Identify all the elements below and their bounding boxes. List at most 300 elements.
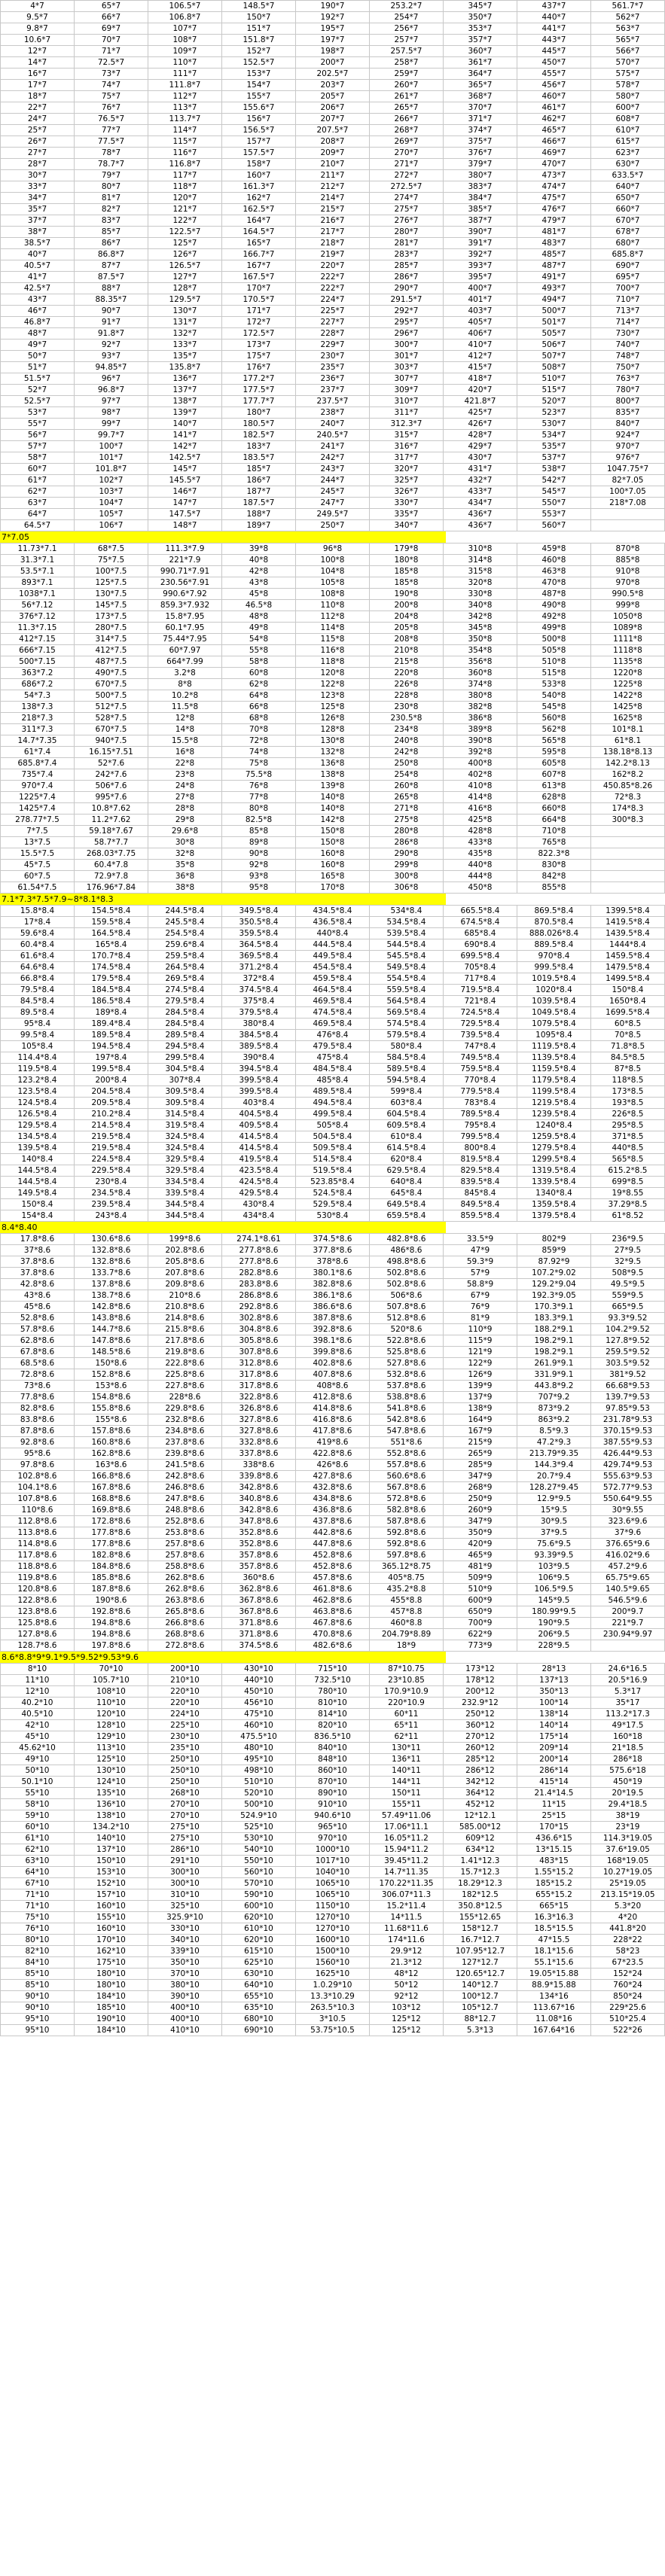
table-cell: 1135*8	[591, 656, 665, 668]
table-cell: 430*8.4	[222, 1199, 296, 1210]
table-cell: 33*7	[1, 181, 75, 193]
table-cell: 387.55*9.53	[591, 1437, 665, 1448]
table-cell: 610*7	[591, 125, 665, 136]
table-cell: 170.3*9.1	[517, 1302, 591, 1313]
table-cell: 125*12	[370, 2025, 444, 2036]
table-cell: 353*7	[444, 23, 517, 35]
table-cell: 1.41*12.3	[444, 1856, 517, 1867]
table-cell: 101*7	[75, 452, 148, 464]
table-cell: 440*8.4	[296, 928, 370, 939]
table-cell: 428*8	[444, 826, 517, 837]
table-row	[1, 577, 665, 589]
table-cell: 300*10	[148, 1878, 222, 1889]
table-row	[1, 227, 665, 238]
table-cell: 29.9*12	[370, 1946, 444, 1957]
table-cell: 690*8.4	[444, 939, 517, 951]
table-cell: 436*7	[444, 520, 517, 531]
table-cell: 14*7	[1, 57, 75, 69]
table-cell: 88.35*7	[75, 294, 148, 306]
table-cell: 33.5*9	[444, 1234, 517, 1245]
table-cell: 412.8*8.6	[296, 1392, 370, 1403]
table-cell: 129*10	[75, 1731, 148, 1743]
table-cell: 670*7.5	[75, 724, 148, 735]
table-cell: 3*10.5	[296, 2014, 370, 2025]
table-cell: 254*8	[370, 769, 444, 781]
table-row	[1, 611, 665, 623]
table-cell: 422.8*8.6	[296, 1448, 370, 1460]
table-cell: 170.22*11.35	[370, 1878, 444, 1889]
table-cell: 589.5*8.4	[370, 1064, 444, 1075]
table-cell: 113.8*8.6	[1, 1527, 75, 1539]
table-cell: 460*7	[517, 91, 591, 102]
table-row	[1, 1064, 665, 1075]
table-row	[1, 1437, 665, 1448]
table-cell: 206*9.5	[517, 1629, 591, 1640]
table-cell: 300*7	[370, 340, 444, 351]
table-cell: 859*9	[517, 1245, 591, 1256]
table-cell: 99*7	[75, 419, 148, 430]
table-cell: 259.6*8.4	[148, 939, 222, 951]
table-cell: 204.79*8.89	[370, 1629, 444, 1640]
table-cell: 426*7	[444, 419, 517, 430]
table-cell: 604.5*8.4	[370, 1109, 444, 1120]
table-cell: 230.56*7.91	[148, 577, 222, 589]
table-cell: 12*8	[148, 713, 222, 724]
table-cell: 79*7	[75, 170, 148, 181]
table-cell: 270*12	[444, 1731, 517, 1743]
table-cell: 376*7.12	[1, 611, 75, 623]
table-cell: 18.29*12.3	[444, 1878, 517, 1889]
table-cell: 258*7	[370, 57, 444, 69]
table-row	[1, 306, 665, 317]
table-cell: 427.8*8.6	[296, 1471, 370, 1482]
table-cell: 311*7	[370, 407, 444, 419]
table-cell: 104*7	[75, 498, 148, 509]
table-cell: 15.8*8.4	[1, 906, 75, 917]
table-cell: 350*7	[444, 12, 517, 23]
table-cell: 500*10	[222, 1799, 296, 1810]
table-cell: 67*10	[1, 1878, 75, 1889]
table-cell: 610*10	[222, 1923, 296, 1935]
table-cell: 77*8	[222, 792, 296, 803]
table-row	[1, 985, 665, 996]
table-cell: 334.5*8.4	[148, 1177, 222, 1188]
table-cell: 603*8.4	[370, 1098, 444, 1109]
table-cell: 848*10	[296, 1754, 370, 1765]
table-cell: 268*10	[148, 1788, 222, 1799]
table-cell: 220*7	[296, 260, 370, 272]
table-cell: 29*8	[148, 815, 222, 826]
table-cell: 126.5*8.4	[1, 1109, 75, 1120]
table-cell: 150*8.4	[1, 1199, 75, 1210]
table-cell: 283*7	[370, 249, 444, 260]
table-cell: 51.5*7	[1, 373, 75, 385]
table-cell: 408*8.6	[296, 1381, 370, 1392]
table-cell: 529.5*8.4	[296, 1199, 370, 1210]
table-cell: 10.8*7.62	[75, 803, 148, 815]
table-cell: 215*7	[296, 204, 370, 215]
table-cell: 650*9	[444, 1606, 517, 1618]
table-cell: 64*10	[1, 1867, 75, 1878]
table-cell: 350*10	[148, 1957, 222, 1969]
table-cell: 140*14	[517, 1720, 591, 1731]
table-row	[1, 996, 665, 1007]
table-cell: 111.3*7.9	[148, 544, 222, 555]
table-row	[1, 837, 665, 848]
table-cell: 134*16	[517, 1991, 591, 2002]
table-cell: 130.6*8.6	[75, 1234, 148, 1245]
table-cell: 92.8*8.6	[1, 1437, 75, 1448]
table-cell: 164.5*7	[222, 227, 296, 238]
table-cell: 135.8*7	[148, 362, 222, 373]
table-cell: 275*10	[148, 1833, 222, 1844]
table-cell: 386.1*8.6	[296, 1290, 370, 1302]
table-cell: 249.5*7	[296, 509, 370, 520]
table-row	[1, 1743, 665, 1754]
table-row	[1, 1957, 665, 1969]
table-cell: 425*7	[444, 407, 517, 419]
table-row	[1, 1256, 665, 1268]
table-cell: 1425*8	[591, 702, 665, 713]
table-cell: 19.05*15.88	[517, 1969, 591, 1980]
table-cell: 292.8*8.6	[222, 1302, 296, 1313]
table-cell: 597.8*8.6	[370, 1550, 444, 1561]
table-row	[1, 2002, 665, 2014]
table-cell: 226*8.5	[591, 1109, 665, 1120]
table-cell: 150*8	[296, 826, 370, 837]
table-cell: 315*7	[370, 430, 444, 441]
table-cell: 560*10	[222, 1867, 296, 1878]
table-cell: 375*8.4	[222, 996, 296, 1007]
table-cell: 520*10	[222, 1788, 296, 1799]
table-cell: 57*7	[1, 441, 75, 452]
table-cell: 301*7	[370, 351, 444, 362]
table-cell: 132*8	[296, 747, 370, 758]
table-cell: 78*7	[75, 148, 148, 159]
table-cell: 540*10	[222, 1844, 296, 1856]
table-cell: 173*7	[222, 340, 296, 351]
table-cell: 970*7	[591, 441, 665, 452]
table-cell: 371.2*8.4	[222, 962, 296, 973]
table-cell: 12*7	[1, 46, 75, 57]
table-cell: 193*8.5	[591, 1098, 665, 1109]
table-cell: 90*10	[1, 1991, 75, 2002]
table-cell: 75*10	[1, 1912, 75, 1923]
table-cell: 441.8*20	[591, 1923, 665, 1935]
table-cell: 365*7	[444, 80, 517, 91]
table-cell: 189.4*8.4	[75, 1019, 148, 1030]
table-cell: 284.5*8.4	[148, 1007, 222, 1019]
table-cell: 630*7	[591, 159, 665, 170]
table-cell: 1399.5*8.4	[591, 906, 665, 917]
table-cell: 132*7	[148, 328, 222, 340]
table-cell: 307*7	[370, 373, 444, 385]
table-row	[1, 407, 665, 419]
table-cell: 506*7	[517, 340, 591, 351]
table-row	[1, 148, 665, 159]
table-cell: 30*9.5	[517, 1516, 591, 1527]
table-row	[1, 1709, 665, 1720]
table-cell: 237*7	[296, 385, 370, 396]
table-cell: 261*7	[370, 91, 444, 102]
table-cell: 325*10	[148, 1901, 222, 1912]
table-cell: 417.8*8.6	[296, 1426, 370, 1437]
table-cell: 103*7	[75, 486, 148, 498]
table-cell: 490*7.5	[75, 668, 148, 679]
table-cell: 910*8	[591, 566, 665, 577]
table-cell: 344.5*8.4	[148, 1210, 222, 1222]
table-row	[1, 441, 665, 452]
table-cell: 103*12	[370, 2002, 444, 2014]
table-cell: 780*7	[591, 385, 665, 396]
table-cell: 374.5*8.4	[222, 985, 296, 996]
table-cell: 510*9	[444, 1584, 517, 1595]
table-cell: 305.8*8.6	[222, 1335, 296, 1347]
table-cell: 570*7	[591, 57, 665, 69]
table-cell: 147.5*7	[148, 509, 222, 520]
table-cell: 450*19	[591, 1777, 665, 1788]
table-cell: 64.5*7	[1, 520, 75, 531]
table-cell: 28*7	[1, 159, 75, 170]
table-cell: 545*8	[517, 702, 591, 713]
table-cell: 187*7	[222, 486, 296, 498]
table-cell: 61.6*8.4	[1, 951, 75, 962]
table-cell: 37.8*8.6	[1, 1268, 75, 1279]
table-cell: 132.8*8.6	[75, 1245, 148, 1256]
table-cell: 670*7.5	[75, 679, 148, 690]
table-cell: 560*7	[517, 520, 591, 531]
table-cell: 685*8.4	[444, 928, 517, 939]
table-row	[1, 1392, 665, 1403]
table-cell: 49*10	[1, 1754, 75, 1765]
table-cell: 88.9*15.88	[517, 1980, 591, 1991]
table-cell: 170.9*10.9	[370, 1686, 444, 1698]
table-cell: 84.5*8.4	[1, 996, 75, 1007]
table-row	[1, 1584, 665, 1595]
table-cell: 27*8	[148, 792, 222, 803]
table-row	[1, 928, 665, 939]
table-cell: 7*7.5	[1, 826, 75, 837]
table-cell: 93.3*9.52	[591, 1313, 665, 1324]
table-cell: 304.8*8.6	[222, 1324, 296, 1335]
table-row	[1, 396, 665, 407]
table-cell: 160*10	[75, 1923, 148, 1935]
table-cell: 562*8	[517, 724, 591, 735]
table-row	[1, 1460, 665, 1471]
table-cell: 242.8*8.6	[148, 1471, 222, 1482]
table-cell: 335*7	[370, 509, 444, 520]
table-cell: 185*15.2	[517, 1878, 591, 1889]
table-cell: 219.5*8.4	[75, 1143, 148, 1154]
table-cell: 479*7	[517, 215, 591, 227]
table-cell: 435*8	[444, 848, 517, 860]
table-cell: 38*7	[1, 227, 75, 238]
table-cell: 141*7	[148, 430, 222, 441]
table-row	[1, 1527, 665, 1539]
table-cell: 60*7.5	[1, 871, 75, 882]
table-cell: 15.5*8	[148, 735, 222, 747]
table-cell: 116*7	[148, 148, 222, 159]
table-row	[1, 1086, 665, 1098]
table-cell: 326.8*8.6	[222, 1403, 296, 1414]
table-cell: 436.8*8.6	[296, 1505, 370, 1516]
table-cell: 71*7	[75, 46, 148, 57]
table-cell: 551*8.6	[370, 1437, 444, 1448]
table-cell: 218*7	[296, 238, 370, 249]
table-cell: 268.8*8.6	[148, 1629, 222, 1640]
table-cell: 419.5*8.4	[222, 1154, 296, 1165]
table-cell: 254*7	[370, 12, 444, 23]
table-cell: 1038*7.1	[1, 589, 75, 600]
table-cell: 610*8.4	[370, 1131, 444, 1143]
table-cell: 57.8*8.6	[1, 1324, 75, 1335]
table-cell: 595*8	[517, 747, 591, 758]
table-cell: 660*8	[517, 803, 591, 815]
table-cell: 450*7	[517, 57, 591, 69]
table-cell: 470*7	[517, 159, 591, 170]
table-cell: 361*7	[444, 57, 517, 69]
table-cell: 58*7	[1, 452, 75, 464]
table-cell: 394.5*8.4	[222, 1064, 296, 1075]
table-cell: 224.5*8.4	[75, 1154, 148, 1165]
table-cell: 547.8*8.6	[370, 1426, 444, 1437]
table-cell: 620*10	[222, 1935, 296, 1946]
table-row	[1, 170, 665, 181]
table-cell: 1150*10	[296, 1901, 370, 1912]
table-cell: 108*8	[296, 589, 370, 600]
table-cell: 572.77*9.53	[591, 1482, 665, 1494]
table-cell: 420*9	[444, 1539, 517, 1550]
table-cell: 37.8*8.6	[1, 1256, 75, 1268]
table-cell: 799.5*8.4	[444, 1131, 517, 1143]
table-cell: 154*8.4	[1, 1210, 75, 1222]
table-cell: 84*10	[1, 1957, 75, 1969]
table-cell: 537*7	[517, 452, 591, 464]
table-cell: 62*7	[1, 486, 75, 498]
table-cell: 275*8	[370, 815, 444, 826]
table-cell: 481*9	[444, 1561, 517, 1573]
table-cell: 502.8*8.6	[370, 1279, 444, 1290]
table-row	[1, 1912, 665, 1923]
table-cell: 136*8	[296, 758, 370, 769]
table-cell: 402*8	[444, 769, 517, 781]
table-cell: 48*7	[1, 328, 75, 340]
table-cell: 1270*10	[296, 1923, 370, 1935]
table-cell: 437.8*8.6	[296, 1516, 370, 1527]
table-cell: 1625*8	[591, 713, 665, 724]
table-cell: 665*9.5	[591, 1302, 665, 1313]
table-cell: 170*8	[296, 882, 370, 894]
table-cell: 498*10	[222, 1765, 296, 1777]
table-cell: 235*7	[296, 362, 370, 373]
table-cell: 280*7	[370, 227, 444, 238]
table-cell: 380*7	[444, 170, 517, 181]
table-cell: 250*10	[148, 1777, 222, 1788]
table-cell: 112.8*8.6	[1, 1516, 75, 1527]
table-cell: 274*7	[370, 193, 444, 204]
table-cell: 87*10.75	[370, 1664, 444, 1675]
table-row	[1, 973, 665, 985]
table-cell: 466*7	[517, 136, 591, 148]
table-cell: 58*10	[1, 1799, 75, 1810]
table-cell: 54*8	[222, 634, 296, 645]
table-row	[1, 340, 665, 351]
table-cell: 80*10	[1, 1935, 75, 1946]
table-row	[1, 1980, 665, 1991]
table-cell: 479.5*8.4	[296, 1041, 370, 1052]
table-cell: 442.8*8.6	[296, 1527, 370, 1539]
table-row	[1, 668, 665, 679]
table-cell: 122*8	[296, 679, 370, 690]
table-cell: 1219.5*8.4	[517, 1098, 591, 1109]
section-header: 7.1*7.3*7.5*7.9~8*8.1*8.3	[0, 894, 446, 905]
table-cell: 260*12	[444, 1743, 517, 1754]
table-cell: 412*7	[444, 351, 517, 362]
table-row	[1, 1313, 665, 1324]
table-cell: 390*8	[444, 735, 517, 747]
table-cell: 231.78*9.53	[591, 1414, 665, 1426]
table-cell: 75.44*7.95	[148, 634, 222, 645]
table-cell: 855*8	[517, 882, 591, 894]
table-cell: 695*7	[591, 272, 665, 283]
table-cell: 324.5*8.4	[148, 1143, 222, 1154]
table-cell: 538*7	[517, 464, 591, 475]
table-row	[1, 283, 665, 294]
table-row	[1, 23, 665, 35]
table-cell: 392*7	[444, 249, 517, 260]
table-cell: 487*8	[517, 589, 591, 600]
table-cell: 114.4*8.4	[1, 1052, 75, 1064]
table-cell: 350*9	[444, 1527, 517, 1539]
table-row	[1, 125, 665, 136]
table-cell: 200*7	[296, 57, 370, 69]
table-cell: 822.3*8	[517, 848, 591, 860]
table-cell: 600*10	[222, 1901, 296, 1912]
table-cell: 64*8	[222, 690, 296, 702]
table-cell: 265*8	[370, 792, 444, 803]
table-cell: 350.5*8.4	[222, 917, 296, 928]
table-cell: 510*25.4	[591, 2014, 665, 2025]
table-cell: 4*7	[1, 1, 75, 12]
table-cell: 426*8.6	[296, 1460, 370, 1471]
table-cell: 167.8*8.6	[75, 1482, 148, 1494]
table-cell: 257*7	[370, 35, 444, 46]
table-cell: 524.9*10	[222, 1810, 296, 1822]
table-cell: 17*8.4	[1, 917, 75, 928]
table-cell: 1500*10	[296, 1946, 370, 1957]
table-cell: 263.5*10.3	[296, 2002, 370, 2014]
table-cell: 499.5*8.4	[296, 1109, 370, 1120]
table-cell: 845*8.4	[444, 1188, 517, 1199]
table-cell: 364*7	[444, 69, 517, 80]
table-cell: 474*7	[517, 181, 591, 193]
table-row	[1, 645, 665, 656]
table-cell: 580*7	[591, 91, 665, 102]
table-cell: 140*10	[75, 1833, 148, 1844]
table-row	[1, 272, 665, 283]
table-cell: 219.8*8.6	[148, 1347, 222, 1358]
table-cell: 5.3*13	[444, 2025, 517, 2036]
table-cell: 414.8*8.6	[296, 1403, 370, 1414]
table-row	[1, 1120, 665, 1131]
table-cell: 214*7	[296, 193, 370, 204]
table-cell: 510*10	[222, 1777, 296, 1788]
table-cell: 10.6*7	[1, 35, 75, 46]
table-cell: 125*8	[296, 702, 370, 713]
table-cell: 8.5*9.3	[517, 1426, 591, 1437]
table-cell: 138.18*8.13	[591, 747, 665, 758]
table-cell: 990.5*8	[591, 589, 665, 600]
